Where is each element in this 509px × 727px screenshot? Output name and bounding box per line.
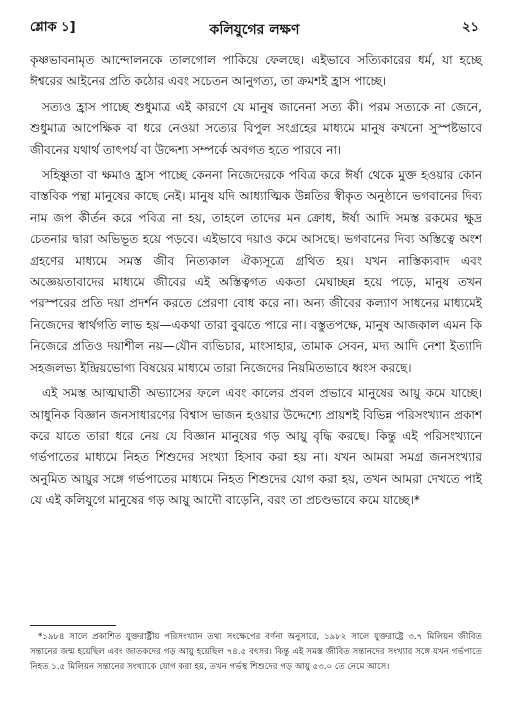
page-header	[30, 18, 479, 40]
paragraph: কৃষ্ণভাবনামৃত আন্দোলনকে তালগোল পাকিয়ে ফেলছে। এইভাবে সত্যিকারের ধর্ম, যা হচ্ছে ঈশ্বরের আইনের প্রতি কঠোর এবং সচেতন আনুগত্য, তা ক্রমশই হ্রাস পাচ্ছে।	[30, 53, 482, 89]
verse-reference: শ্লোক ১]	[30, 20, 76, 35]
page-number: ২১	[462, 20, 479, 35]
paragraph: সত্যও হ্রাস পাচ্ছে শুধুমাত্র এই কারণে যে মানুষ জানেনা সত্য কী। পরম সত্যকে না জেনে, শুধুমাত্র আপেক্ষিক বা ধরে নেওয়া সত্যের বিপুল সংগ্রহের মাধ্যমে মানুষ কখনো সুস্পষ্টভাবে জীবনের যথার্থ তাৎপর্য বা উদ্দেশ্য সম্পর্কে অবগত হতে পারবে না।	[30, 99, 482, 157]
running-title: কলিযুগের লক্ষণ	[209, 22, 300, 38]
paragraph: এই সমস্ত আত্মঘাতী অভ্যাসের ফলে এবং কালের প্রবল প্রভাবে মানুষের আয়ু কমে যাচ্ছে। আধুনিক বিজ্ঞান জনসাধারণের বিশ্বাস ভাজন হওয়ার উদ্দেশ্যে প্রায়শই বিভিন্ন পরিসংখ্যান প্রকাশ করে যাতে তারা ধরে নেয় যে বিজ্ঞান মানুষের গড় আয়ু বৃদ্ধি করছে। কিন্তু এই পরিসংখ্যানে গর্ভপাতের মাধ্যমে নিহত শিশুদের সংখ্যা হিসাব করা হয় না। যখন আমরা সমগ্র জনসংখ্যার অনুমিত আয়ুর সঙ্গে গর্ভপাতের মাধ্যমে নিহত শিশুদের যোগ করা হয়, তখন আমরা দেখতে পাই যে এই কলিযুগে মানুষের গড় আয়ু আদৌ বাড়েনি, বরং তা প্রচণ্ডভাবে কমে যাচ্ছে।*	[30, 386, 482, 508]
footnote-divider	[30, 625, 116, 626]
main-text	[30, 50, 482, 516]
footnote: *১৯৮৪ সালে প্রকাশিত যুক্তরাষ্ট্রীয় পরিসংখ্যান তথ্য সংক্ষেপের বর্ণনা অনুসারে, ১৯৮২ সালে যুক্তরাষ্ট্রে ৩.৭ মিলিয়ন জীবিত সন্তানের জন্ম হয়েছিল এবং জাতকদের গড় আয়ু হয়েছিল ৭৪.৫ বৎসর। কিন্তু এই সমস্ত জীবিত সন্তানদের সংখ্যার সঙ্গে যখন গর্ভপাতে নিহত ১.৫ মিলিয়ন সন্তানের সংখ্যাকে যোগ করা হয়, তখন গর্ভস্থ শিশুদের গড় আয়ু ৫৩.০ তে নেমে আসে।	[30, 632, 482, 673]
paragraph: সহিষ্ণুতা বা ক্ষমাও হ্রাস পাচ্ছে কেননা নিজেদেরকে পবিত্র করে ঈর্ষা থেকে মুক্ত হওয়ার কোন বাস্তবিক পন্থা মানুষের কাছে নেই। মানুষ যদি আধ্যাত্মিক উন্নতির স্বীকৃত অনুষ্ঠানে ভগবানের দিব্য নাম জপ কীর্তন করে পবিত্র না হয়, তাহলে তাদের মন ক্রোধ, ঈর্ষা আদি সমস্ত রকমের ক্ষুদ্র চেতনার দ্বারা অভিভূত হয়ে পড়বে। এইভাবে দয়াও কমে আসছে। ভগবানের দিব্য অস্তিত্বে অংশ গ্রহণের মাধ্যমে সমস্ত জীব নিত্যকাল ঐক্যসূত্রে গ্রথিত হয়। যখন নাস্তিক্যবাদ এবং অজ্ঞেয়তাবাদের মাধ্যমে জীবের এই অস্তিত্বগত একতা মেঘাচ্ছন্ন হয়ে পড়ে, মানুষ তখন পরস্পরের প্রতি দয়া প্রদর্শন করতে প্রেরণা বোধ করে না। অন্য জীবের কল্যাণ সাধনের মাধ্যমেই নিজেদের স্বার্থগতি লাভ হয়—একথা তারা বুঝতে পারে না। বস্তুতপক্ষে, মানুষ আজকাল এমন কি নিজেরে প্রতিও দয়াশীল নয়—যৌন ব্যভিচার, মাংসাহার, তামাক সেবন, মদ্য আদি নেশা ইত্যাদি সহজলভ্য ইন্দ্রিয়ভোগ্য বিষয়ের মাধ্যমে তারা নিজেদের নিয়মিতভাবে ধ্বংস করছে।	[30, 168, 482, 375]
